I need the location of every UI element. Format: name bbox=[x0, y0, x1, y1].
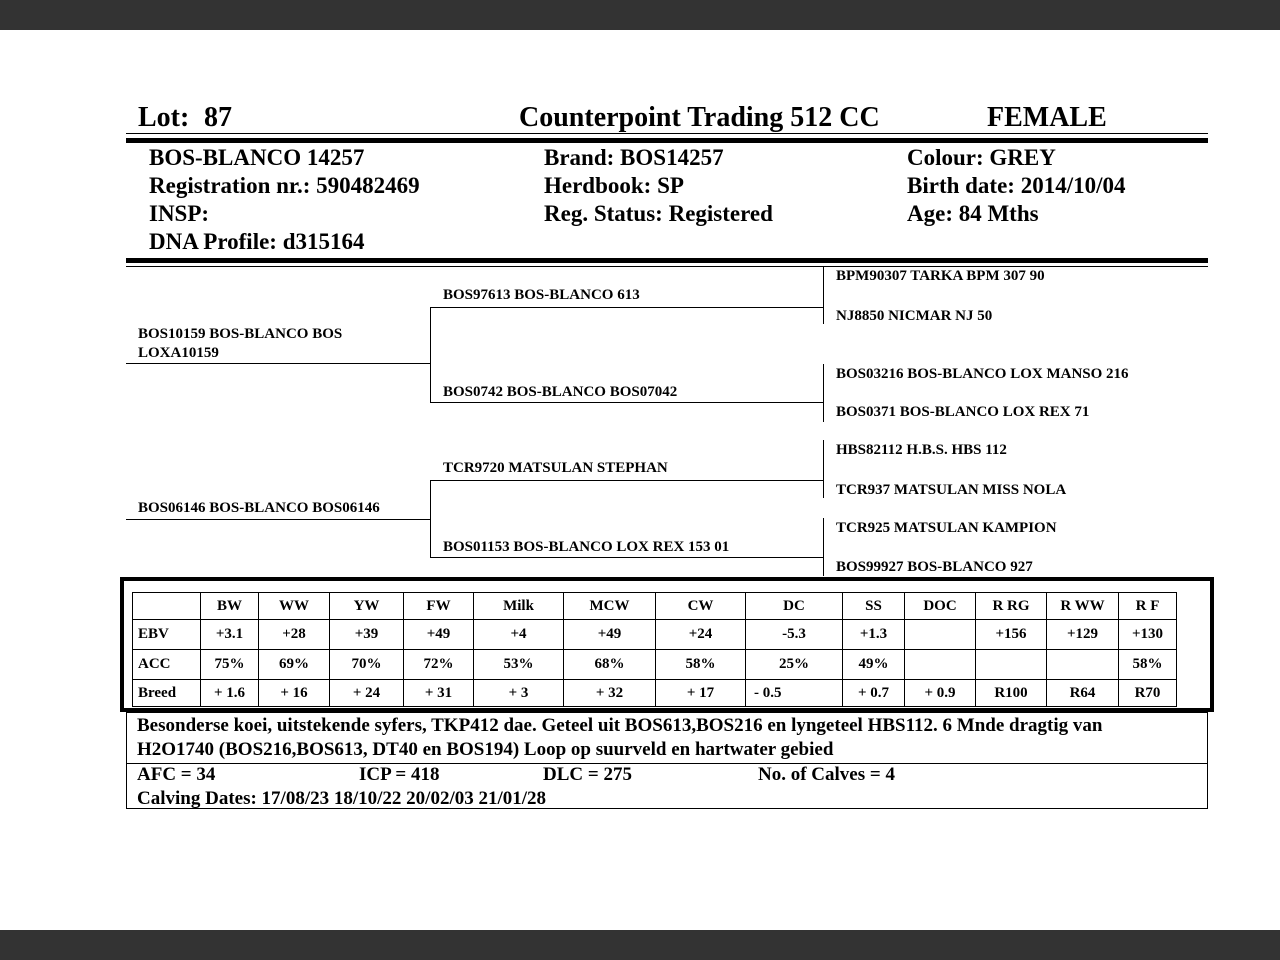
table-cell bbox=[1047, 650, 1119, 680]
table-cell: +49 bbox=[404, 620, 474, 650]
table-header-cell: R F bbox=[1119, 593, 1177, 620]
table-cell bbox=[976, 650, 1047, 680]
animal-name: BOS-BLANCO 14257 bbox=[149, 145, 365, 170]
gg-ancestor: TCR925 MATSULAN KAMPION bbox=[836, 520, 1057, 536]
lot-number: 87 bbox=[204, 102, 232, 133]
table-cell: +39 bbox=[330, 620, 404, 650]
sire-sire: BOS97613 BOS-BLANCO 613 bbox=[443, 287, 640, 303]
table-cell: R70 bbox=[1119, 680, 1177, 707]
table-cell: 70% bbox=[330, 650, 404, 680]
dlc-value: DLC = 275 bbox=[543, 764, 632, 785]
table-cell: + 1.6 bbox=[201, 680, 259, 707]
calving-dates: Calving Dates: 17/08/23 18/10/22 20/02/03 21/01/28 bbox=[137, 788, 547, 809]
remarks-divider bbox=[127, 763, 1207, 764]
table-header-cell: FW bbox=[404, 593, 474, 620]
table-header-cell: DOC bbox=[905, 593, 976, 620]
gg-ancestor: TCR937 MATSULAN MISS NOLA bbox=[836, 482, 1067, 498]
row-label: ACC bbox=[133, 650, 201, 680]
table-row bbox=[133, 650, 1177, 680]
registration-number: Registration nr.: 590482469 bbox=[149, 173, 420, 198]
table-cell: + 32 bbox=[564, 680, 656, 707]
page-title: Counterpoint Trading 512 CC bbox=[519, 102, 880, 133]
lot-label: Lot: bbox=[138, 102, 190, 133]
header-rule-thin bbox=[126, 133, 1208, 134]
table-header-cell: R RG bbox=[976, 593, 1047, 620]
gg-ancestor: BOS99927 BOS-BLANCO 927 bbox=[836, 559, 1033, 575]
sire-dam: BOS0742 BOS-BLANCO BOS07042 bbox=[443, 384, 678, 400]
colour: Colour: GREY bbox=[907, 145, 1056, 170]
dna-profile: DNA Profile: d315164 bbox=[149, 229, 365, 254]
table-cell: +156 bbox=[976, 620, 1047, 650]
dam-dam: BOS01153 BOS-BLANCO LOX REX 153 01 bbox=[443, 539, 730, 555]
remarks-box bbox=[126, 712, 1208, 809]
ebv-header-row bbox=[133, 593, 1177, 620]
dam-sire: TCR9720 MATSULAN STEPHAN bbox=[443, 460, 668, 476]
birth-date: Birth date: 2014/10/04 bbox=[907, 173, 1126, 198]
gg-ancestor: BPM90307 TARKA BPM 307 90 bbox=[836, 268, 1045, 284]
table-cell: -5.3 bbox=[746, 620, 843, 650]
table-cell: +49 bbox=[564, 620, 656, 650]
age: Age: 84 Mths bbox=[907, 201, 1039, 226]
table-cell: +129 bbox=[1047, 620, 1119, 650]
bottom-bar bbox=[0, 930, 1280, 960]
gg-ancestor: NJ8850 NICMAR NJ 50 bbox=[836, 308, 993, 324]
table-cell: 58% bbox=[1119, 650, 1177, 680]
table-header-cell: CW bbox=[656, 593, 746, 620]
remarks-line2: H2O1740 (BOS216,BOS613, DT40 en BOS194) Loop op suurveld en hartwater gebied bbox=[137, 739, 834, 760]
info-rule-thick bbox=[126, 258, 1208, 263]
table-cell: +24 bbox=[656, 620, 746, 650]
table-header-cell: R WW bbox=[1047, 593, 1119, 620]
table-cell: + 17 bbox=[656, 680, 746, 707]
table-header-cell: MCW bbox=[564, 593, 656, 620]
table-cell: + 0.9 bbox=[905, 680, 976, 707]
table-cell: + 0.7 bbox=[843, 680, 905, 707]
afc-value: AFC = 34 bbox=[137, 764, 216, 785]
table-cell: + 24 bbox=[330, 680, 404, 707]
table-cell: +3.1 bbox=[201, 620, 259, 650]
calves-count: No. of Calves = 4 bbox=[758, 764, 895, 785]
table-header-cell: DC bbox=[746, 593, 843, 620]
table-header-cell: BW bbox=[201, 593, 259, 620]
header-rule-thick bbox=[126, 138, 1208, 143]
table-cell: 25% bbox=[746, 650, 843, 680]
table-cell: +4 bbox=[474, 620, 564, 650]
info-rule-thin bbox=[126, 266, 1208, 267]
remarks-line1: Besonderse koei, uitstekende syfers, TKP412 dae. Geteel uit BOS613,BOS216 en lyngeteel HBS112. 6 Mnde dragtig van bbox=[137, 715, 1103, 736]
table-cell: +1.3 bbox=[843, 620, 905, 650]
sire-line2: LOXA10159 bbox=[138, 345, 219, 361]
table-header-cell: YW bbox=[330, 593, 404, 620]
table-cell: R64 bbox=[1047, 680, 1119, 707]
table-header-cell: Milk bbox=[474, 593, 564, 620]
table-cell bbox=[905, 650, 976, 680]
insp-label: INSP: bbox=[149, 201, 210, 226]
table-cell: 53% bbox=[474, 650, 564, 680]
table-cell: 69% bbox=[259, 650, 330, 680]
table-cell: R100 bbox=[976, 680, 1047, 707]
icp-value: ICP = 418 bbox=[359, 764, 440, 785]
table-cell: +28 bbox=[259, 620, 330, 650]
table-header-cell: WW bbox=[259, 593, 330, 620]
gg-ancestor: BOS03216 BOS-BLANCO LOX MANSO 216 bbox=[836, 366, 1129, 382]
gg-ancestor: HBS82112 H.B.S. HBS 112 bbox=[836, 442, 1007, 458]
table-cell: 75% bbox=[201, 650, 259, 680]
table-cell bbox=[905, 620, 976, 650]
ebv-table-frame bbox=[120, 577, 1214, 712]
table-cell: - 0.5 bbox=[746, 680, 843, 707]
table-row bbox=[133, 620, 1177, 650]
table-cell: +130 bbox=[1119, 620, 1177, 650]
table-cell: + 3 bbox=[474, 680, 564, 707]
brand: Brand: BOS14257 bbox=[544, 145, 724, 170]
herdbook: Herdbook: SP bbox=[544, 173, 684, 198]
table-cell: 72% bbox=[404, 650, 474, 680]
top-bar bbox=[0, 0, 1280, 30]
dam: BOS06146 BOS-BLANCO BOS06146 bbox=[138, 500, 380, 516]
table-header-cell: SS bbox=[843, 593, 905, 620]
table-cell: + 16 bbox=[259, 680, 330, 707]
sex-label: FEMALE bbox=[987, 102, 1107, 133]
row-label: EBV bbox=[133, 620, 201, 650]
reg-status: Reg. Status: Registered bbox=[544, 201, 773, 226]
table-row bbox=[133, 680, 1177, 707]
gg-ancestor: BOS0371 BOS-BLANCO LOX REX 71 bbox=[836, 404, 1090, 420]
ebv-table bbox=[132, 592, 1177, 707]
table-cell: + 31 bbox=[404, 680, 474, 707]
table-cell: 49% bbox=[843, 650, 905, 680]
table-cell: 68% bbox=[564, 650, 656, 680]
table-header-cell bbox=[133, 593, 201, 620]
row-label: Breed bbox=[133, 680, 201, 707]
table-cell: 58% bbox=[656, 650, 746, 680]
sire-line1: BOS10159 BOS-BLANCO BOS bbox=[138, 326, 343, 342]
